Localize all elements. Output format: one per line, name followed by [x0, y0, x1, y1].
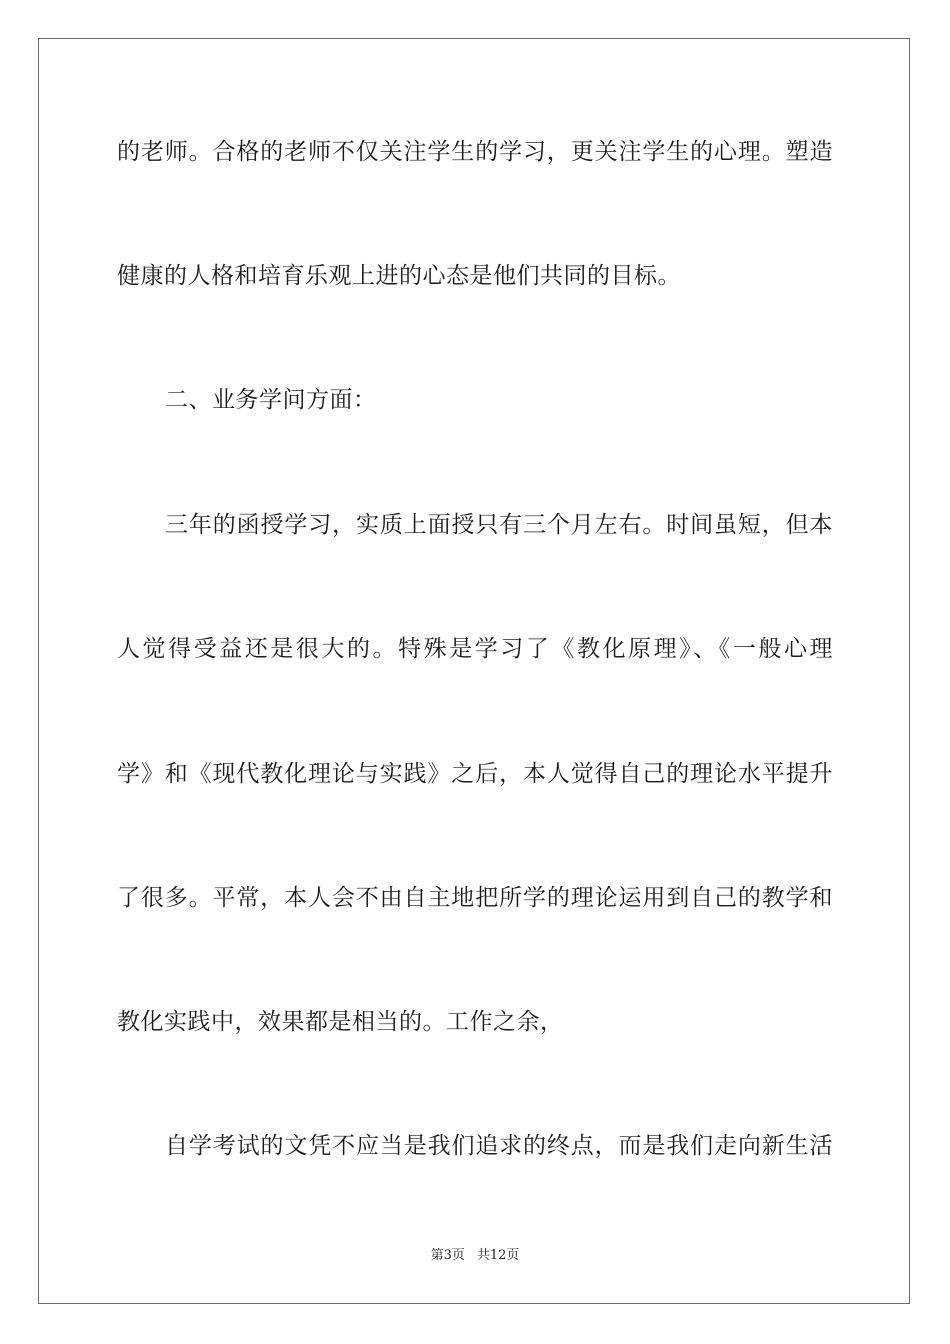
page-footer [0, 1246, 950, 1266]
body-line-8: 教化实践中，效果都是相当的。工作之余， [117, 1009, 564, 1035]
section-heading: 二、业务学问方面： [165, 387, 377, 413]
body-line-4: 三年的函授学习，实质上面授只有三个月左右。时间虽短，但本 [165, 512, 833, 538]
body-line-9: 自学考试的文凭不应当是我们追求的终点，而是我们走向新生活 [165, 1133, 833, 1159]
page-total: 共12页 [476, 1248, 520, 1263]
body-line-1: 的老师。合格的老师不仅关注学生的学习，更关注学生的心理。塑造 [117, 139, 833, 165]
page-border [38, 38, 910, 1304]
body-line-6: 学》和《现代教化理论与实践》之后，本人觉得自己的理论水平提升 [117, 761, 833, 787]
body-line-5: 人觉得受益还是很大的。特殊是学习了《教化原理》、《一般心理 [117, 636, 833, 662]
body-line-2: 健康的人格和培育乐观上进的心态是他们共同的目标。 [117, 263, 681, 289]
page-number: 第3页 [430, 1248, 465, 1263]
body-line-7: 了很多。平常，本人会不由自主地把所学的理论运用到自己的教学和 [117, 885, 833, 911]
